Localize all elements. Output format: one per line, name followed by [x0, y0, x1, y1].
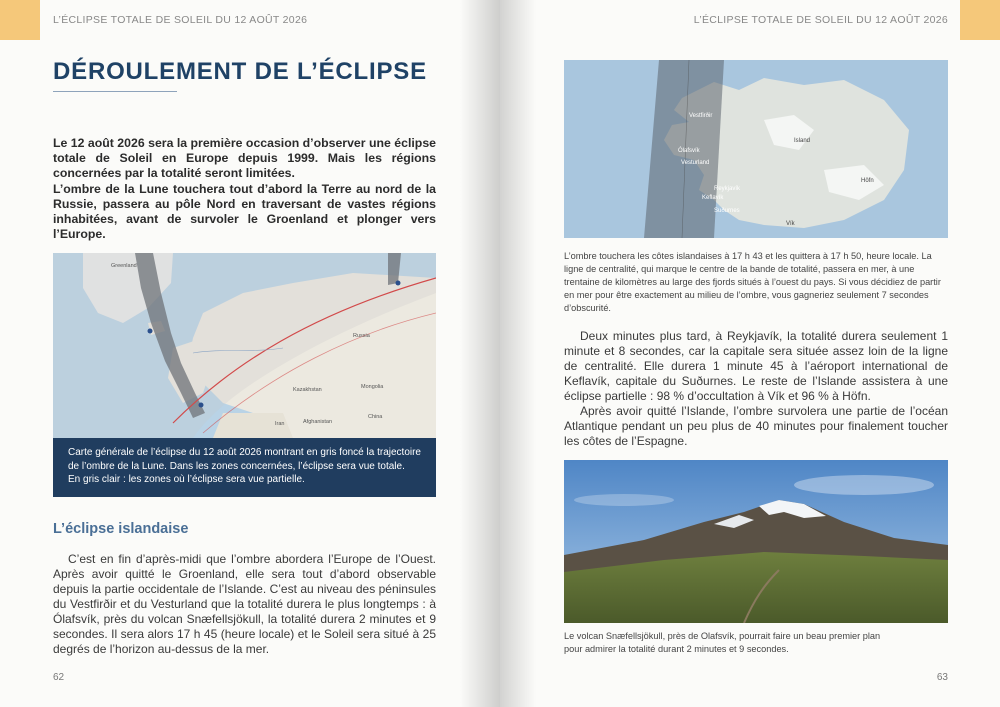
- map-label-keflavik: Keflavík: [702, 195, 724, 201]
- right-page: [500, 0, 1000, 707]
- body-text: [564, 329, 948, 449]
- map-label-reykjavik: Reykjavík: [714, 186, 741, 192]
- title-rule: [53, 91, 177, 92]
- map-label-china: China: [368, 414, 383, 420]
- page-title: DÉROULEMENT DE L’ÉCLIPSE: [53, 58, 427, 85]
- photo-caption: [564, 630, 948, 656]
- eclipse-world-map: [53, 253, 436, 438]
- running-head: L’ÉCLIPSE TOTALE DE SOLEIL DU 12 AOÛT 2026: [693, 14, 948, 26]
- map-label-island: Island: [794, 138, 811, 144]
- corner-tab: [0, 0, 40, 40]
- page-number: 62: [53, 672, 65, 683]
- map-label-greenland: Greenland: [111, 263, 137, 269]
- body-paragraph: C’est en fin d’après-midi que l’ombre abordera l’Europe de l’Ouest. Après avoir quitté le Groenland, elle sera tout d’abord observable depuis la partie occidentale de l’Islande. C’est au niveau des péninsules du Vestfirðir et du Vesturland que la totalité durera le plus longtemps : à Ólafsvík, près du volcan Snæfellsjökull, la totalité durera 2 minutes et 9 secondes. Il sera alors 17 h 45 (heure locale) et le Soleil sera situé à 25 degrés de l’horizon au-dessus de la mer.: [53, 552, 436, 656]
- intro-paragraph: L’ombre de la Lune touchera tout d’abord la Terre au nord de la Russie, passera au pôle Nord en traversant de vastes régions inhabitées, avant de survoler le Groenland et plonger vers l’Europe.: [53, 181, 436, 242]
- photo-caption-line: Le volcan Snæfellsjökull, près de Olafsvík, pourrait faire un beau premier plan: [564, 631, 881, 641]
- map-caption-line: En gris clair : les zones où l’éclipse sera vue partielle.: [68, 474, 305, 485]
- map-label-iran: Iran: [275, 421, 285, 427]
- map-caption-line: Carte générale de l’éclipse du 12 août 2026 montrant en gris foncé la trajectoire: [68, 447, 421, 458]
- photo-caption-line: pour admirer la totalité durant 2 minutes et 9 secondes.: [564, 644, 789, 654]
- iceland-map-caption: L’ombre touchera les côtes islandaises à 17 h 43 et les quittera à 17 h 50, heure locale. La ligne de centralité, qui marque le centre de la bande de totalité, passera en mer, à une trentaine de kilomètres au large des fjords situés à l’ouest du pays. Si vous décidiez de partir en mer pour être exactement au milieu de l’ombre, vous gagneriez seulement 7 secondes d’obscurité.: [564, 251, 941, 313]
- volcano-photo: [564, 460, 948, 623]
- gutter-shadow: [500, 0, 536, 707]
- iceland-map: [564, 60, 948, 238]
- volcano-photo-graphic: [564, 460, 948, 623]
- map-label-hofn: Höfn: [861, 178, 874, 184]
- map-label-afghanistan: Afghanistan: [303, 419, 333, 425]
- map-label-vestfirdir: Vestfirðir: [689, 113, 713, 119]
- intro-paragraph: Le 12 août 2026 sera la première occasion d’observer une éclipse totale de Soleil en Europe depuis 1999. Mais les régions concernées par la totalité seront limitées.: [53, 136, 436, 181]
- iceland-map-graphic: [564, 60, 948, 238]
- world-map-graphic: [53, 253, 436, 438]
- body-paragraph: Deux minutes plus tard, à Reykjavík, la totalité durera seulement 1 minute et 8 secondes, car la capitale sera située assez loin de la ligne de centralité. Elle durera 1 minute 45 à l’aéroport international de Keflavík, capitale du Suðurnes. Le reste de l’Islande assistera à une éclipse partielle : 98 % d’occultation à Vík et 96 % à Höfn.: [564, 329, 948, 403]
- body-paragraph: Après avoir quitté l’Islande, l’ombre survolera une partie de l’océan Atlantique pendant un peu plus de 40 minutes pour finalement toucher les côtes de l’Espagne.: [564, 404, 948, 448]
- map-label-russia: Russia: [353, 333, 370, 339]
- gutter-shadow: [460, 0, 500, 707]
- map-label-olafsvik: Ólafsvík: [678, 148, 700, 154]
- map-caption: [53, 438, 436, 497]
- intro-paragraphs: [53, 136, 436, 242]
- body-text: [53, 552, 436, 657]
- section-subtitle: L’éclipse islandaise: [53, 521, 189, 537]
- map-caption-line: de l’ombre de la Lune. Dans les zones concernées, l’éclipse sera vue totale.: [68, 460, 405, 472]
- page-number: 63: [936, 672, 948, 683]
- running-head: L’ÉCLIPSE TOTALE DE SOLEIL DU 12 AOÛT 2026: [53, 14, 308, 26]
- map-label-vesturland: Vesturland: [681, 160, 710, 166]
- map-label-sudurnes: Suðurnes: [714, 208, 740, 214]
- map-label-mongolia: Mongolia: [361, 384, 384, 390]
- corner-tab: [960, 0, 1000, 40]
- map-label-vik: Vík: [786, 221, 795, 227]
- map-label-kazakhstan: Kazakhstan: [293, 387, 322, 393]
